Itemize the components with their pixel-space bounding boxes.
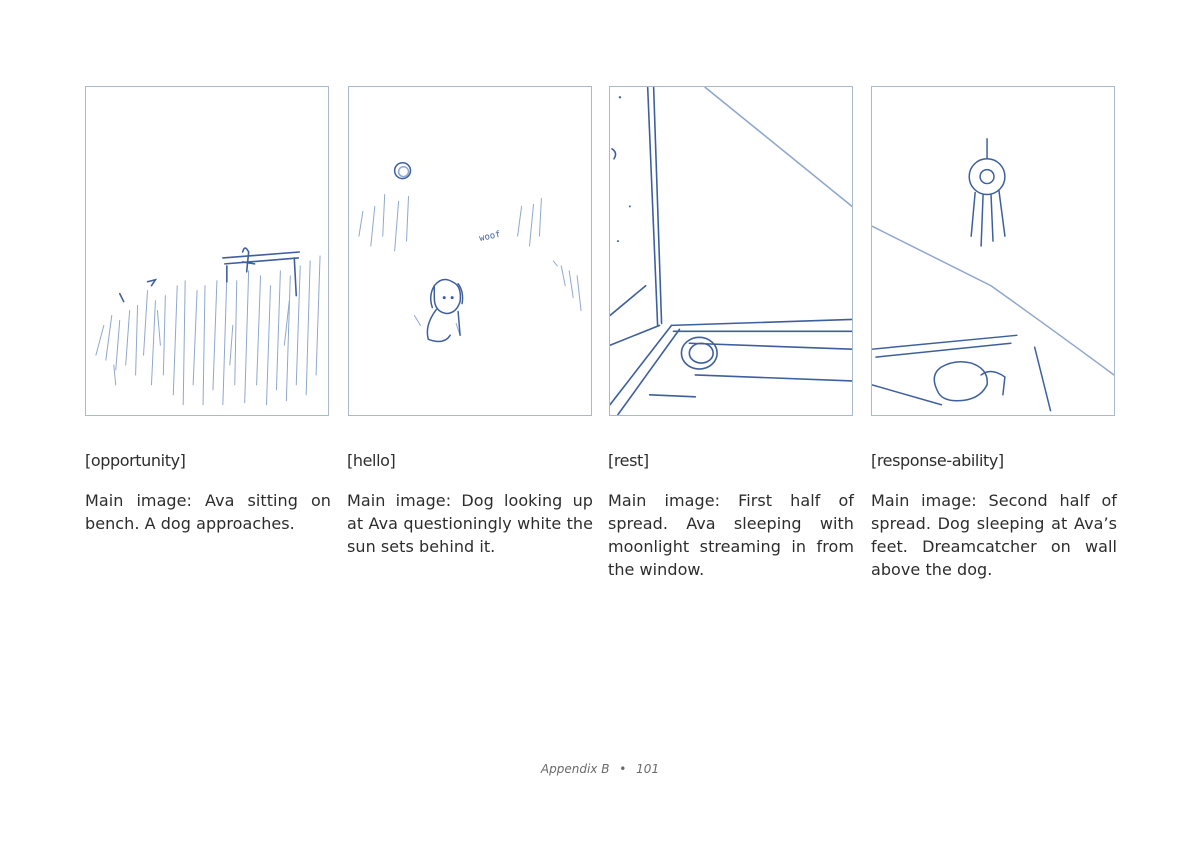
caption-opportunity bbox=[85, 450, 331, 535]
storyboard-panel-rest bbox=[609, 86, 853, 416]
panel-tag: [rest] bbox=[608, 451, 649, 470]
page-number: 101 bbox=[636, 762, 660, 776]
sketch-ava-sleeping-moonlight bbox=[610, 87, 852, 415]
panel-description: Main image: First half of spread. Ava sleeping with moonlight streaming in from the window. bbox=[608, 491, 854, 579]
footer-section: Appendix B bbox=[540, 762, 610, 776]
woof-sound-text: woof bbox=[478, 229, 502, 245]
sketch-dog-sleeping-dreamcatcher bbox=[872, 87, 1114, 415]
footer-separator: • bbox=[619, 762, 627, 776]
panel-description: Main image: Ava sitting on bench. A dog approaches. bbox=[85, 491, 331, 533]
page-footer bbox=[0, 762, 1200, 776]
storyboard-panel-response-ability bbox=[871, 86, 1115, 416]
panel-tag: [opportunity] bbox=[85, 451, 186, 470]
panel-description: Main image: Dog looking up at Ava questioningly white the sun sets behind it. bbox=[347, 491, 593, 556]
storyboard-panel-opportunity bbox=[85, 86, 329, 416]
sketch-dog-looking-up bbox=[349, 87, 591, 415]
panel-tag: [response-ability] bbox=[871, 451, 1004, 470]
caption-response-ability bbox=[871, 450, 1117, 581]
storyboard-panel-hello bbox=[348, 86, 592, 416]
caption-hello bbox=[347, 450, 593, 558]
sketch-ava-on-bench bbox=[86, 87, 328, 415]
panel-tag: [hello] bbox=[347, 451, 396, 470]
panel-description: Main image: Second half of spread. Dog sleeping at Ava’s feet. Dreamcatcher on wall above the dog. bbox=[871, 491, 1117, 579]
caption-rest bbox=[608, 450, 854, 581]
